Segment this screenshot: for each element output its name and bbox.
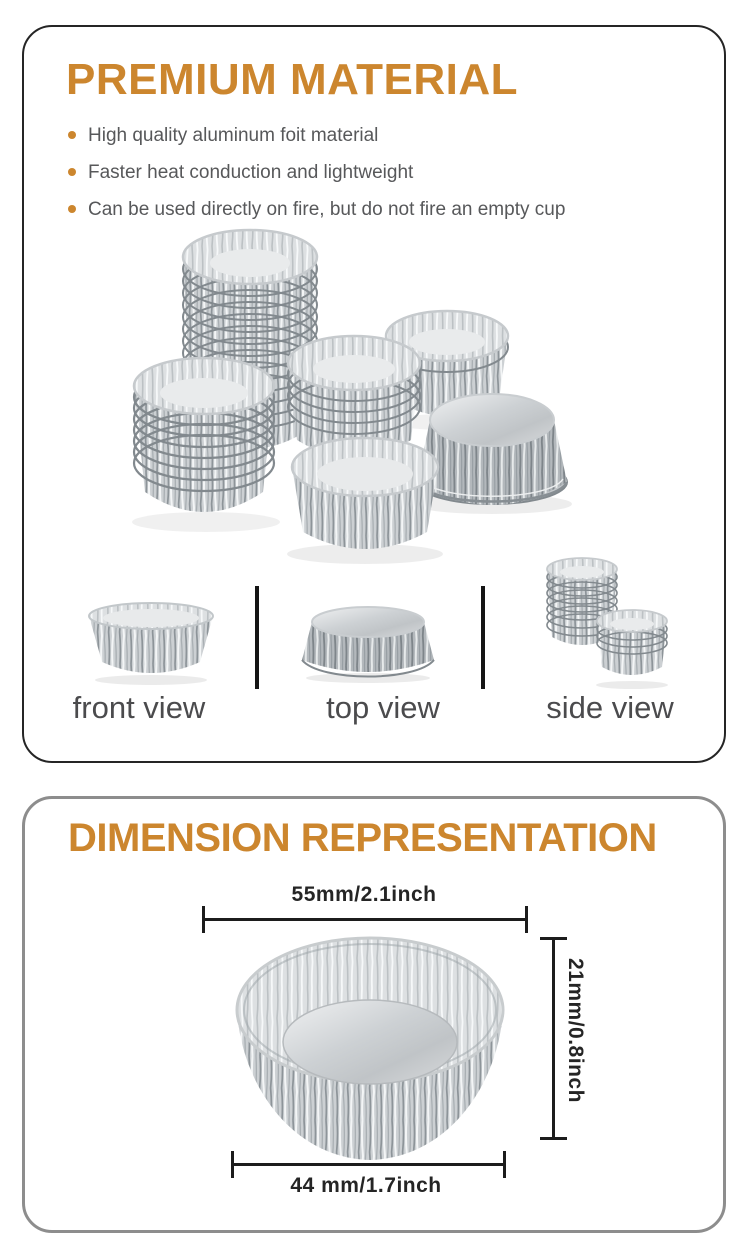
- bullet-dot-icon: [68, 168, 76, 176]
- height-dimension-tick-top: [540, 937, 567, 940]
- bottom-dimension-tick-right: [503, 1151, 506, 1178]
- feature-bullet: [66, 161, 646, 185]
- bullet-text: High quality aluminum foit material: [88, 125, 379, 146]
- top-dimension-line: [203, 918, 527, 921]
- bottom-dimension-line: [232, 1163, 506, 1166]
- height-dimension-tick-bottom: [540, 1137, 567, 1140]
- dimension-representation-title: DIMENSION REPRESENTATION: [68, 816, 657, 860]
- side-view-photo: [540, 557, 672, 694]
- bullet-dot-icon: [68, 131, 76, 139]
- front-view-label: front view: [72, 690, 206, 725]
- top-view-label: top view: [326, 690, 440, 725]
- bullet-text: Can be used directly on fire, but do not fire an empty cup: [88, 198, 566, 220]
- cup-stack-left: [132, 358, 280, 532]
- height-dimension-line: [552, 938, 555, 1140]
- bottom-diameter-label: 44 mm/1.7inch: [290, 1174, 442, 1197]
- cup-front: [287, 438, 443, 564]
- top-dimension-tick-right: [525, 906, 528, 933]
- premium-material-title: PREMIUM MATERIAL: [66, 55, 519, 104]
- side-view-label: side view: [546, 690, 674, 725]
- cup-inverted: [412, 394, 572, 514]
- front-view-photo: [85, 600, 217, 688]
- view-divider: [481, 586, 485, 689]
- top-diameter-label: 55mm/2.1inch: [291, 883, 437, 906]
- bullet-text: Faster heat conduction and lightweight: [88, 161, 414, 183]
- feature-bullet: [66, 124, 646, 148]
- dimension-cup-photo: [225, 928, 515, 1168]
- top-dimension-tick-left: [202, 906, 205, 933]
- top-view-photo: [300, 602, 436, 686]
- view-divider: [255, 586, 259, 689]
- side-view-short-stack: [596, 610, 668, 689]
- foil-cups-product-photo: [100, 216, 670, 568]
- bullet-dot-icon: [68, 205, 76, 213]
- bottom-dimension-tick-left: [231, 1151, 234, 1178]
- height-label: 21mm/0.8inch: [564, 958, 587, 1103]
